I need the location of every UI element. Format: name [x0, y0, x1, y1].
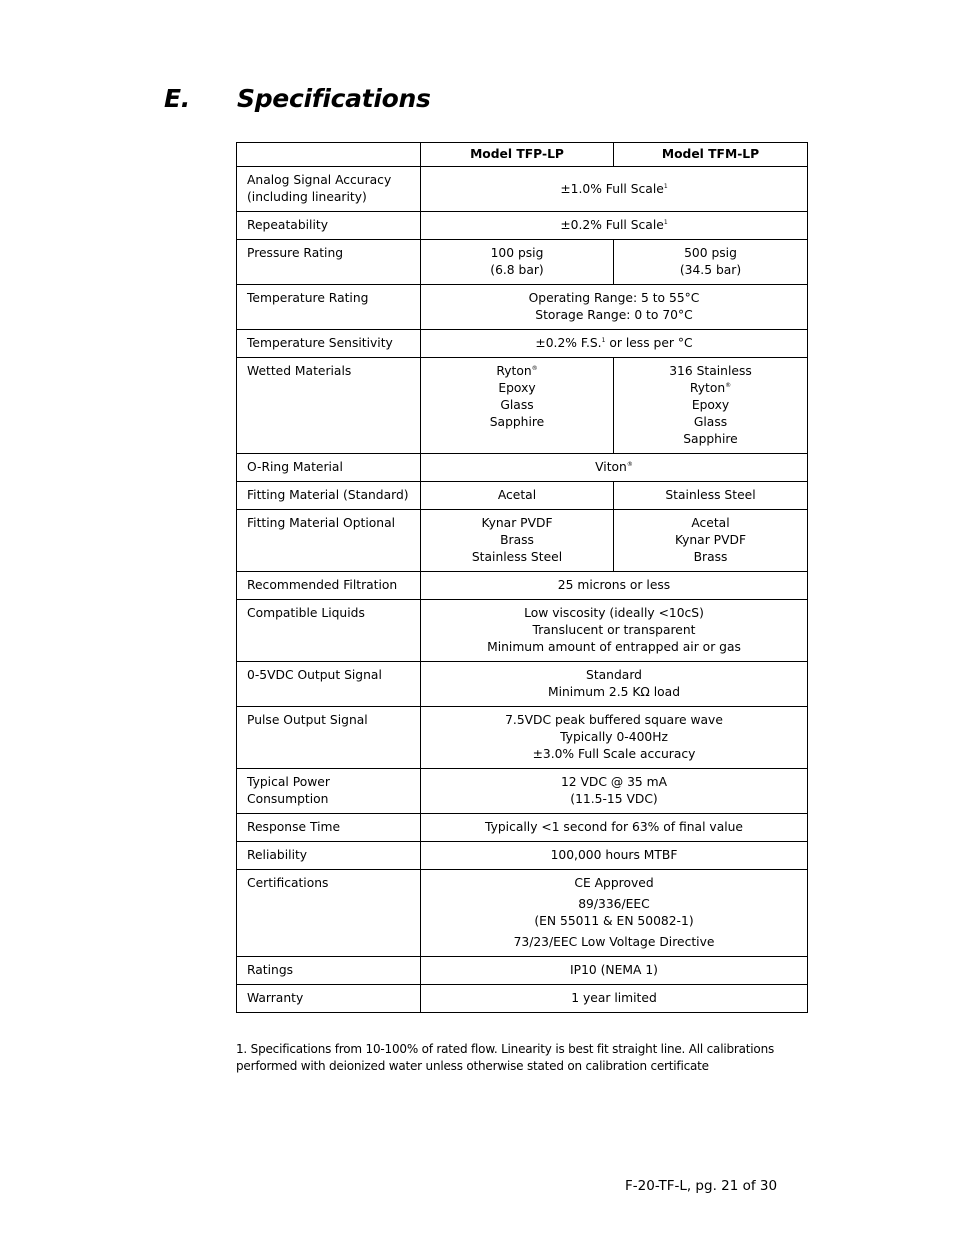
row-label: Warranty — [237, 985, 421, 1013]
table-row — [237, 482, 808, 510]
tfp-value: Kynar PVDF Brass Stainless Steel — [421, 510, 614, 572]
row-label: Compatible Liquids — [237, 600, 421, 662]
table-row — [237, 572, 808, 600]
registered-mark: ® — [626, 460, 633, 468]
row-label: Reliability — [237, 842, 421, 870]
footnote-marker: 1 — [601, 336, 606, 344]
footnote-marker: 1 — [663, 218, 668, 226]
table-row — [237, 330, 808, 358]
registered-mark: ® — [725, 381, 732, 389]
row-label: Typical Power Consumption — [237, 769, 421, 814]
header-model-tfp-lp: Model TFP-LP — [421, 143, 614, 167]
row-label: Fitting Material Optional — [237, 510, 421, 572]
row-value: 7.5VDC peak buffered square wave Typically 0-400Hz ±3.0% Full Scale accuracy — [421, 707, 808, 769]
section-number: E. — [164, 84, 190, 113]
row-label: Temperature Sensitivity — [237, 330, 421, 358]
table-row — [237, 662, 808, 707]
table-row — [237, 358, 808, 454]
table-row — [237, 454, 808, 482]
row-value: Viton® — [421, 454, 808, 482]
row-label: Repeatability — [237, 212, 421, 240]
row-value: 12 VDC @ 35 mA (11.5-15 VDC) — [421, 769, 808, 814]
row-label: Wetted Materials — [237, 358, 421, 454]
table-row — [237, 957, 808, 985]
table-header-row — [237, 143, 808, 167]
row-value: Low viscosity (ideally <10cS) Translucent or transparent Minimum amount of entrapped air or gas — [421, 600, 808, 662]
table-row — [237, 985, 808, 1013]
tfm-value: 316 Stainless Ryton® Epoxy Glass Sapphire — [614, 358, 808, 454]
row-label: Analog Signal Accuracy (including linearity) — [237, 167, 421, 212]
tfm-value: Acetal Kynar PVDF Brass — [614, 510, 808, 572]
row-value: CE Approved 89/336/EEC (EN 55011 & EN 50082-1) 73/23/EEC Low Voltage Directive — [421, 870, 808, 957]
footnote: 1. Specifications from 10-100% of rated flow. Linearity is best fit straight line. All calibrations performed with deionized water unless otherwise stated on calibration certificate — [236, 1042, 775, 1073]
section-heading — [164, 84, 431, 113]
table-row — [237, 240, 808, 285]
row-label: 0-5VDC Output Signal — [237, 662, 421, 707]
row-label: Pressure Rating — [237, 240, 421, 285]
row-label: Pulse Output Signal — [237, 707, 421, 769]
table-row — [237, 769, 808, 814]
row-value: ±0.2% Full Scale$^1$ — [421, 212, 808, 240]
specifications-table — [236, 142, 808, 1013]
section-title: Specifications — [237, 84, 431, 113]
table-row — [237, 510, 808, 572]
table-row — [237, 212, 808, 240]
table-row — [237, 842, 808, 870]
footnote-marker: 1 — [663, 182, 668, 190]
tfp-value: Acetal — [421, 482, 614, 510]
page-number: F-20-TF-L, pg. 21 of 30 — [625, 1178, 778, 1194]
table-row — [237, 814, 808, 842]
row-value: 100,000 hours MTBF — [421, 842, 808, 870]
row-value: 1 year limited — [421, 985, 808, 1013]
row-label: Recommended Filtration — [237, 572, 421, 600]
table-row — [237, 167, 808, 212]
tfm-value: Stainless Steel — [614, 482, 808, 510]
tfm-value: 500 psig (34.5 bar) — [614, 240, 808, 285]
table-row — [237, 707, 808, 769]
row-value: ±1.0% Full Scale$^1$ — [421, 167, 808, 212]
row-value: 25 microns or less — [421, 572, 808, 600]
row-label: O-Ring Material — [237, 454, 421, 482]
row-value: ±0.2% F.S.$^1$ or less per °C — [421, 330, 808, 358]
row-value: Standard Minimum 2.5 KΩ load — [421, 662, 808, 707]
header-model-tfm-lp: Model TFM-LP — [614, 143, 808, 167]
row-label: Fitting Material (Standard) — [237, 482, 421, 510]
table-row — [237, 870, 808, 957]
row-label: Temperature Rating — [237, 285, 421, 330]
row-value: Typically <1 second for 63% of final value — [421, 814, 808, 842]
row-value: Operating Range: 5 to 55°C Storage Range: 0 to 70°C — [421, 285, 808, 330]
row-label: Ratings — [237, 957, 421, 985]
table-row — [237, 285, 808, 330]
tfp-value: Ryton® Epoxy Glass Sapphire — [421, 358, 614, 454]
registered-mark: ® — [531, 364, 538, 372]
tfp-value: 100 psig (6.8 bar) — [421, 240, 614, 285]
table-row — [237, 600, 808, 662]
row-label: Certifications — [237, 870, 421, 957]
row-label: Response Time — [237, 814, 421, 842]
header-empty — [237, 143, 421, 167]
row-value: IP10 (NEMA 1) — [421, 957, 808, 985]
